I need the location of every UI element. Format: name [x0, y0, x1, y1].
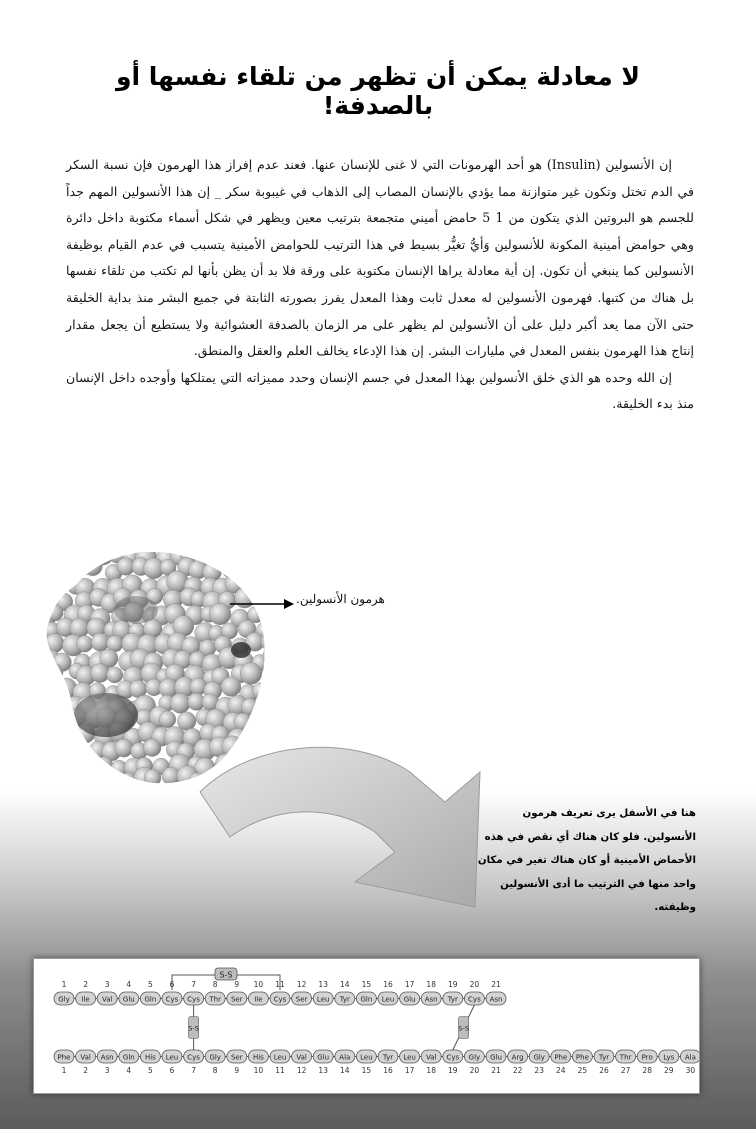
chain-b-number: 28 — [642, 1066, 652, 1075]
chain-a-number: 4 — [126, 980, 132, 989]
curved-down-arrow-icon — [190, 732, 520, 962]
chain-a-residue-label: Cys — [468, 995, 481, 1004]
chain-b-residue-label: Phe — [57, 1053, 71, 1062]
sequence-diagram — [34, 959, 699, 1093]
chain-a-number: 5 — [148, 980, 153, 989]
chain-a-number: 12 — [296, 980, 307, 989]
chain-b-residue-label: Gly — [533, 1053, 545, 1062]
chain-b-residue-label: His — [252, 1053, 264, 1062]
chain-b-number: 2 — [83, 1066, 88, 1075]
chain-b-number: 13 — [318, 1066, 328, 1075]
chain-b-residue-label: Glu — [317, 1053, 330, 1062]
chain-b-number: 25 — [577, 1066, 588, 1075]
chain-b-residue-label: Thr — [619, 1053, 632, 1062]
paragraph-1: إن الأنسولين (Insulin) هو أحد الهرمونات التي لا غنى للإنسان عنها. فعند عدم إفراز هذا الهرمون فإن نسبة السكر في الدم تختل وتكون غير متوازنة مما يؤدي بالإنسان المصاب إلى الذهاب في غيبوبة سكر _ إن هذا الأنسولين المهم جداً للجسم هو البروتين الذي يتكون من 1 5 حامض أميني متجمعة بترتيب معين ويظهر في شكل أسماء مكتوبة داخل دائرة وهي حوامض أمينية المكونة للأنسولين وَأيُّ تغيُّر بسيط في هذا الترتيب للحوامض الأمينية يتسبب في عدم القيام بوظيفة الأنسولين كما ينبغي أن تكون. إن أية معادلة يراها الإنسان مكتوبة على ورقة فلا بد أن يظن بأنها لم تكتب من تلقاء نفسها بل هناك من كتبها. فهرمون الأنسولين له معدل ثابت وهذا المعدل يفرز بصورته الثابتة في جميع البشر منذ بداية الخليقة حتى الآن مما يعد أكبر دليل على أن الأنسولين لم يظهر على مر الزمان بالصدفة العشوائية ولا يستطيع أن يجعل مقدار إنتاج هذا الهرمون بنفس المعدل في مليارات البشر. إن هذا الإدعاء يخالف العلم والعقل والمنطق. — [66, 157, 694, 359]
chain-b-number: 14 — [340, 1066, 350, 1075]
chain-b-number: 22 — [512, 1066, 523, 1075]
chain-a-residue-label: Leu — [381, 995, 395, 1004]
chain-b-number: 11 — [275, 1066, 285, 1075]
chain-b-number: 9 — [234, 1066, 240, 1075]
chain-a-number: 1 — [61, 980, 67, 989]
chain-b-number: 26 — [599, 1066, 609, 1075]
chain-a-number: 21 — [491, 980, 501, 989]
chain-b-residue-label: Leu — [403, 1053, 416, 1062]
chain-a-residue-label: Asn — [424, 995, 438, 1004]
chain-a-residue-label: Gln — [360, 995, 373, 1004]
chain-b-residue-label: Val — [296, 1053, 307, 1062]
chain-a-residue-label: Glu — [122, 995, 135, 1004]
chain-b-residue-label: Cys — [187, 1053, 200, 1062]
chain-a-residue-label: Asn — [489, 995, 503, 1004]
amino-acid-sequence-panel — [33, 958, 700, 1094]
chain-b-residue-label: Gly — [209, 1053, 221, 1062]
chain-a-residue-label: Cys — [165, 995, 179, 1004]
chain-b-number: 18 — [426, 1066, 436, 1075]
chain-b-number: 23 — [534, 1066, 544, 1075]
chain-a-number: 18 — [426, 980, 436, 989]
chain-a-number: 17 — [404, 980, 415, 989]
chain-b-number: 19 — [448, 1066, 458, 1075]
chain-b-residue-label: Pro — [641, 1053, 653, 1062]
chain-b-number: 1 — [61, 1066, 67, 1075]
chain-b-residue-label: Leu — [360, 1053, 373, 1062]
chain-a-number: 13 — [318, 980, 328, 989]
chain-a-residue-label: Ile — [254, 995, 263, 1004]
chain-b-residue-label: Arg — [511, 1053, 524, 1062]
chain-a-number: 14 — [340, 980, 350, 989]
chain-a-residue-label: Tyr — [339, 995, 350, 1004]
interchain-bond-label-2: S-S — [458, 1024, 469, 1033]
chain-b-residue-label: Cys — [446, 1053, 460, 1062]
chain-a-number: 2 — [83, 980, 88, 989]
chain-a-number: 9 — [234, 980, 240, 989]
chain-b-residue-label: Tyr — [598, 1053, 610, 1062]
chain-a-number: 20 — [469, 980, 480, 989]
molecule-label: هرمون الأنسولين. — [296, 592, 385, 606]
chain-a-number: 11 — [275, 980, 285, 989]
chain-a-residue-label: Ser — [295, 995, 308, 1004]
molecule-pointer-arrow — [228, 596, 294, 612]
page-title: لا معادلة يمكن أن تظهر من تلقاء نفسها أو بالصدفة! — [115, 62, 641, 120]
chain-b-number: 16 — [383, 1066, 393, 1075]
chain-a-residue-label: Cys — [187, 995, 200, 1004]
chain-b-residue-label: Leu — [165, 1053, 179, 1062]
chain-b-number: 27 — [620, 1066, 631, 1075]
chain-b-number: 10 — [253, 1066, 264, 1075]
chain-b-number: 15 — [361, 1066, 372, 1075]
chain-b-number: 5 — [148, 1066, 153, 1075]
chain-a-residue-label: Cys — [273, 995, 287, 1004]
chain-a-number: 7 — [191, 980, 196, 989]
chain-a-number: 19 — [448, 980, 458, 989]
chain-a-residue-label: Gln — [144, 995, 157, 1004]
chain-a-residue-label: Ile — [81, 995, 90, 1004]
chain-b-number: 6 — [169, 1066, 175, 1075]
chain-a-residue-label: Ser — [230, 995, 243, 1004]
chain-b-residue-label: Ser — [230, 1053, 243, 1062]
chain-a-number: 10 — [253, 980, 264, 989]
article-body — [66, 152, 694, 418]
chain-b-residue-label: Phe — [575, 1053, 589, 1062]
chain-b-residue-label: Val — [80, 1053, 91, 1062]
chain-a-residue-label: Tyr — [447, 995, 458, 1004]
chain-b-residue-label: Tyr — [382, 1053, 394, 1062]
chain-b-number: 30 — [685, 1066, 696, 1075]
chain-a-residue-label: Glu — [403, 995, 416, 1004]
chain-a-residue-label: Gly — [58, 995, 70, 1004]
chain-a-number: 15 — [361, 980, 372, 989]
chain-b-number: 17 — [404, 1066, 415, 1075]
interchain-bond-label-1: S-S — [188, 1024, 199, 1033]
chain-b-residue-label: Lys — [663, 1053, 675, 1062]
chain-b-number: 24 — [556, 1066, 566, 1075]
chain-a-number: 16 — [383, 980, 393, 989]
chain-a-residue-label: Leu — [316, 995, 330, 1004]
chain-b-number: 3 — [104, 1066, 110, 1075]
chain-b-residue-label: Leu — [273, 1053, 287, 1062]
chain-b-residue-label: Ala — [684, 1053, 696, 1062]
chain-b-number: 12 — [296, 1066, 307, 1075]
disulfide-label-top: S-S — [219, 970, 233, 980]
chain-a-number: 6 — [169, 980, 175, 989]
chain-b-number: 20 — [469, 1066, 480, 1075]
chain-b-residue-label: Asn — [100, 1053, 114, 1062]
paragraph-2: إن الله وحده هو الذي خلق الأنسولين بهذا المعدل في جسم الإنسان وحدد مميزاته التي يمتلكها وأوجده داخل الإنسان منذ بدء الخليقة. — [66, 369, 694, 412]
chain-b-residue-label: Phe — [554, 1053, 568, 1062]
chain-b-residue-label: Val — [425, 1053, 437, 1062]
chain-b-number: 4 — [126, 1066, 132, 1075]
chain-b-residue-label: Gly — [468, 1053, 481, 1062]
chain-a-residue-label: Val — [101, 995, 113, 1004]
chain-b-number: 7 — [191, 1066, 196, 1075]
chain-a-number: 8 — [212, 980, 218, 989]
chain-b-residue-label: Gln — [122, 1053, 135, 1062]
chain-b-residue-label: Ala — [339, 1053, 351, 1062]
chain-a-residue-label: Thr — [209, 995, 221, 1004]
chain-b-number: 8 — [212, 1066, 218, 1075]
chain-b-residue-label: Glu — [490, 1053, 502, 1062]
figure-caption: هنا في الأسفل يرى تعريف هرمون الأنسولين. فلو كان هناك أي نقص في هذه الأحماض الأمينية أو كان هناك تغير في مكان واحد منها في الترتيب ما أدى الأنسولين وظيفته. — [477, 808, 696, 913]
chain-b-number: 29 — [664, 1066, 674, 1075]
chain-b-number: 21 — [491, 1066, 501, 1075]
chain-b-residue-label: His — [144, 1053, 156, 1062]
chain-a-number: 3 — [104, 980, 110, 989]
